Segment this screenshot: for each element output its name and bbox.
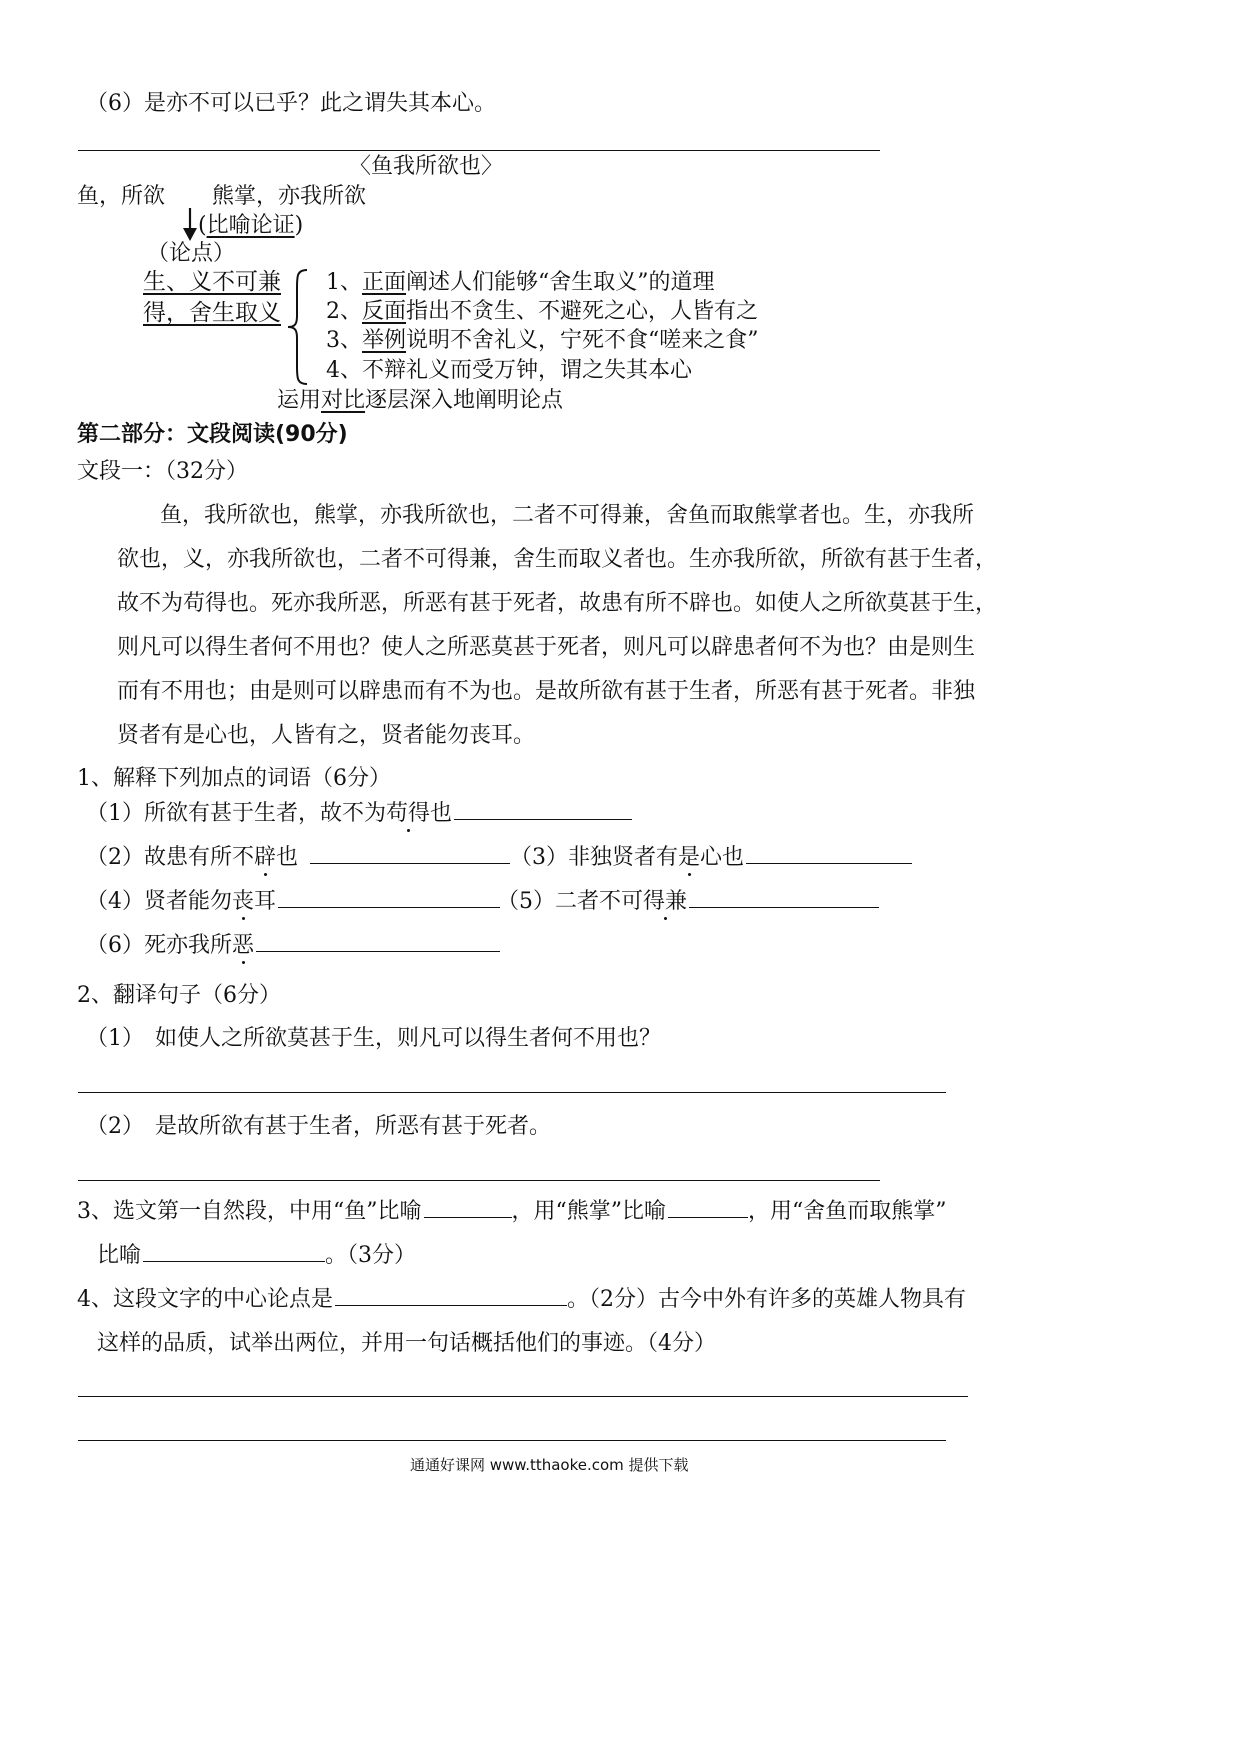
thesis-line-2: 得，舍生取义 bbox=[143, 300, 281, 326]
dotted-word: 恶 bbox=[232, 933, 255, 958]
q2-title: 2、翻译句子（6分） bbox=[77, 983, 281, 1008]
outline-summary: 运用对比逐层深入地阐明论点 bbox=[277, 388, 564, 413]
point-1-key: 正面 bbox=[362, 270, 407, 295]
point-1: 1、正面阐述人们能够“舍生取义”的道理 bbox=[326, 270, 715, 295]
point-3-key: 举例 bbox=[362, 328, 407, 353]
dotted-word: 是 bbox=[678, 845, 701, 870]
dotted-word: 苟得 bbox=[386, 801, 431, 826]
footer-credit: 通通好课网 www.tthaoke.com 提供下载 bbox=[410, 1456, 689, 1474]
thesis-label: （论点） bbox=[147, 241, 236, 266]
point-2-key: 反面 bbox=[362, 299, 407, 324]
outline-bear-paw: 熊掌，亦我所欲 bbox=[212, 184, 367, 209]
q3-line-1: 3、选文第一自然段，中用“鱼”比喻 ，用“熊掌”比喻 ，用“舍鱼而取熊掌” bbox=[77, 1199, 947, 1224]
section-heading: 第二部分：文段阅读(90分) bbox=[77, 422, 348, 447]
passage-line: 而有不用也；由是则可以辟患而有不为也。是故所欲有甚于生者，所恶有甚于死者。非独 bbox=[117, 679, 976, 704]
answer-blank[interactable] bbox=[335, 1304, 567, 1306]
point-2: 2、反面指出不贪生、不避死之心，人皆有之 bbox=[326, 299, 759, 324]
point-4: 4、不辩礼义而受万钟，谓之失其本心 bbox=[326, 358, 693, 383]
q1-item-2: （2）故患有所不辟也 bbox=[86, 847, 510, 869]
q1-item-4: （4）贤者能勿丧耳 bbox=[86, 891, 500, 913]
answer-blank[interactable] bbox=[278, 906, 500, 908]
answer-line[interactable] bbox=[78, 1180, 880, 1181]
passage-line: 则凡可以得生者何不用也？使人之所恶莫甚于死者，则凡可以辟患者何不为也？由是则生 bbox=[117, 635, 976, 660]
brace-icon bbox=[285, 268, 311, 386]
metaphor-label: 比喻论证 bbox=[206, 213, 295, 238]
dotted-word: 辟 bbox=[254, 845, 277, 870]
answer-blank[interactable] bbox=[746, 862, 912, 864]
q4-line-1: 4、这段文字的中心论点是 。（2分）古今中外有许多的英雄人物具有 bbox=[77, 1287, 966, 1312]
q2-sentence-2: （2） 是故所欲有甚于生者，所恶有甚于死者。 bbox=[86, 1114, 551, 1139]
q1-item-1: （1）所欲有甚于生者，故不为苟得也 bbox=[86, 803, 632, 825]
q3-line-2: 比喻 。（3分） bbox=[97, 1243, 417, 1268]
thesis-line-1: 生、义不可兼 bbox=[143, 269, 281, 295]
answer-blank[interactable] bbox=[689, 906, 879, 908]
passage-line: 鱼，我所欲也，熊掌，亦我所欲也，二者不可得兼，舍鱼而取熊掌者也。生，亦我所 bbox=[160, 503, 975, 528]
metaphor-argument: (比喻论证) bbox=[198, 213, 304, 238]
q1-item-6: （6）死亦我所恶 bbox=[86, 935, 500, 957]
q2-sentence-1: （1） 如使人之所欲莫甚于生，则凡可以得生者何不用也？ bbox=[86, 1026, 661, 1051]
passage-line: 故不为苟得也。死亦我所恶，所恶有甚于死者，故患有所不辟也。如使人之所欲莫甚于生， bbox=[117, 591, 998, 616]
question-6-line: （6）是亦不可以已乎？此之谓失其本心。 bbox=[86, 91, 496, 116]
outline-title: 〈鱼我所欲也〉 bbox=[349, 154, 504, 179]
dotted-word: 丧 bbox=[232, 889, 255, 914]
outline-fish: 鱼，所欲 bbox=[77, 184, 166, 209]
answer-line[interactable] bbox=[78, 1396, 968, 1397]
down-arrow-icon bbox=[180, 208, 200, 242]
answer-line[interactable] bbox=[78, 1092, 946, 1093]
answer-blank[interactable] bbox=[143, 1260, 325, 1262]
q4-line-2: 这样的品质，试举出两位，并用一句话概括他们的事迹。（4分） bbox=[97, 1331, 716, 1356]
q1-item-5: （5）二者不可得兼 bbox=[497, 891, 879, 913]
answer-blank[interactable] bbox=[424, 1216, 512, 1218]
answer-line[interactable] bbox=[78, 150, 880, 151]
point-3: 3、举例说明不舍礼义，宁死不食“嗟来之食” bbox=[326, 328, 759, 353]
summary-key: 对比 bbox=[321, 388, 366, 413]
passage-line: 贤者有是心也，人皆有之，贤者能勿丧耳。 bbox=[117, 723, 536, 748]
answer-blank[interactable] bbox=[256, 950, 500, 952]
q1-title: 1、解释下列加点的词语（6分） bbox=[77, 766, 391, 791]
answer-blank[interactable] bbox=[454, 818, 632, 820]
answer-blank[interactable] bbox=[310, 862, 510, 864]
passage-line: 欲也，义，亦我所欲也，二者不可得兼，舍生而取义者也。生亦我所欲，所欲有甚于生者， bbox=[117, 547, 998, 572]
passage-subheading: 文段一：（32分） bbox=[77, 459, 248, 484]
answer-blank[interactable] bbox=[668, 1216, 748, 1218]
dotted-word: 得兼 bbox=[643, 889, 688, 914]
answer-line[interactable] bbox=[78, 1440, 946, 1441]
q1-item-3: （3）非独贤者有是心也 bbox=[510, 847, 912, 869]
